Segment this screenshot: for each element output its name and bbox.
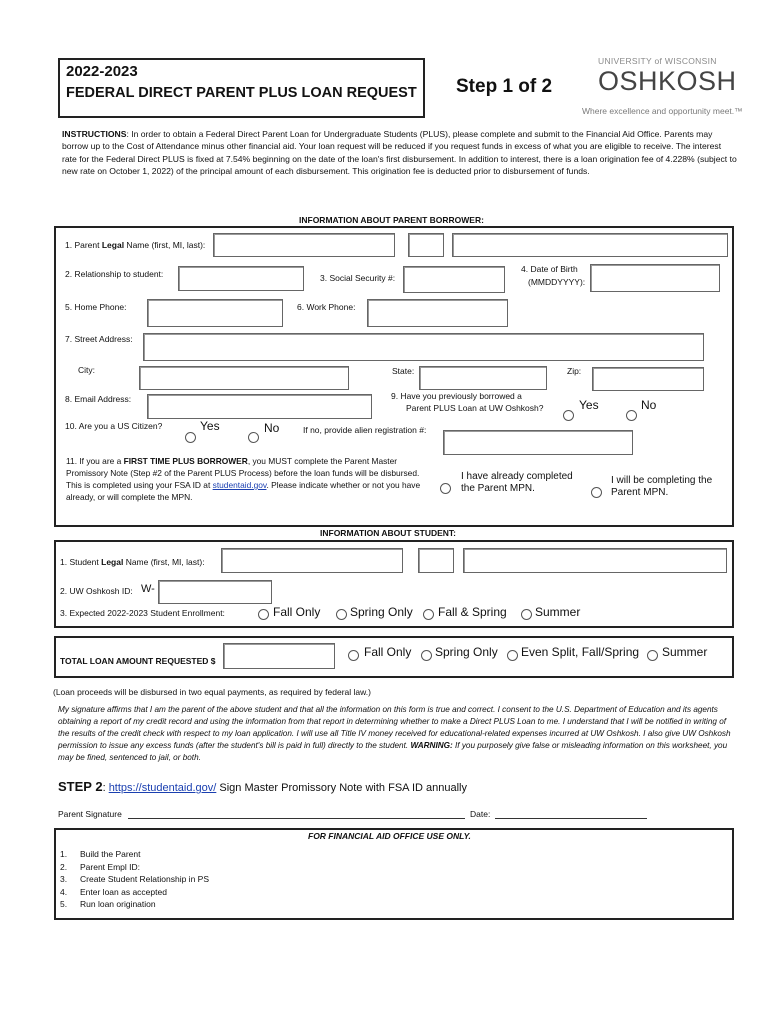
dob-label-1: 4. Date of Birth [521,264,578,274]
date-label: Date: [470,809,491,819]
student-id-prefix: W- [141,583,155,595]
total-even-split-radio[interactable] [507,650,518,661]
office-item-5: 5. Run loan origination [60,899,156,910]
instructions-text: : In order to obtain a Federal Direct Parent Loan for Undergraduate Students (PLUS), please complete and submit to the Financial Aid Office. Parents may borrow up to the Cost of Attendance minus other financial aid. Your loan request will be reduced if you request funds in excess of what you are eligible to receive. The interest rate for the Federal Direct PLUS is fixed at 7.54% beginning on the date of the loan's first disbursement. In addition to interest, there is a loan origination fee of 4.228% (subject to new rate on October 1, 2022) of the principal amount of each disbursement. This origination fee is deducted prior to disbursement of funds. [62,129,737,177]
instructions-label: INSTRUCTIONS [62,129,127,139]
enrollment-label: 3. Expected 2022-2023 Student Enrollment: [60,608,225,618]
prev-loan-label-1: 9. Have you previously borrowed a [391,391,522,401]
alien-input[interactable] [443,430,633,455]
citizen-yes-label: Yes [200,419,220,433]
studentaid-link[interactable]: studentaid.gov [212,480,267,490]
studentaid-gov-link[interactable]: https://studentaid.gov/ [108,782,217,794]
prev-loan-no-label: No [641,398,657,412]
parent-section-heading: INFORMATION ABOUT PARENT BORROWER: [299,215,484,225]
enroll-fall-spring-label: Fall & Spring [438,605,507,619]
total-even-split-label: Even Split, Fall/Spring [521,645,640,659]
dob-input[interactable] [590,264,720,292]
logo-top-text: UNIVERSITY of WISCONSIN [598,56,717,66]
parent-name-label: 1. Parent Legal Name (first, MI, last): [65,240,206,250]
first-time-borrower-text: 11. If you are a FIRST TIME PLUS BORROWER, you MUST complete the Parent Master Promissory Note (Step #2 of the Parent PLUS Process) before the loan funds will be disbursed. This is completed using your FSA ID at studentaid.gov. Please indicate whether or not you have already, or will complete the MPN. [66,456,421,502]
mpn-completed-radio[interactable] [440,483,451,494]
email-label: 8. Email Address: [65,394,132,404]
prev-loan-no-radio[interactable] [626,410,637,421]
logo-tagline: Where excellence and opportunity meet.™ [582,106,743,116]
total-spring-label: Spring Only [435,645,498,659]
form-year: 2022-2023 [66,63,138,80]
enroll-summer-radio[interactable] [521,609,532,620]
enroll-fall-radio[interactable] [258,609,269,620]
student-name-last[interactable] [463,548,727,573]
email-input[interactable] [147,394,372,419]
office-item-3: 3. Create Student Relationship in PS [60,874,209,885]
citizen-no-radio[interactable] [248,432,259,443]
zip-input[interactable] [592,367,704,391]
student-name-label: 1. Student Legal Name (first, MI, last): [60,557,205,567]
enroll-spring-label: Spring Only [350,605,413,619]
parent-name-mi[interactable] [408,233,444,257]
enroll-fall-label: Fall Only [273,605,321,619]
relationship-input[interactable] [178,266,304,291]
total-summer-label: Summer [662,645,708,659]
student-name-mi[interactable] [418,548,454,573]
total-fall-label: Fall Only [364,645,412,659]
mpn-will-complete-radio[interactable] [591,487,602,498]
citizen-label: 10. Are you a US Citizen? [65,421,163,431]
total-spring-radio[interactable] [421,650,432,661]
form-title: FEDERAL DIRECT PARENT PLUS LOAN REQUEST [66,85,417,101]
prev-loan-yes-label: Yes [579,398,599,412]
parent-signature-line[interactable] [128,818,465,819]
signature-affirmation: My signature affirms that I am the parent of the above student and that all the information on this form is true and correct. I consent to the U.S. Department of Education and its agents obtaining a report of my credit record and using the information from that report in determining whether to make a Direct PLUS Loan to me. I understand that I will be notified in writing of the results of the credit check with respect to my loan application. I will use all Title IV money received for educational-related expenses incurred at UW Oshkosh. I also give UW Oshkosh permission to issue any excess funds (after the student's bill is paid in full) directly to the student. WARNING: If you purposely give false or misleading information on this worksheet, you may be fined, sentenced to jail, or both. [58,705,731,763]
street-label: 7. Street Address: [65,334,133,344]
step-label: Step 1 of 2 [456,76,553,97]
dob-label-2: (MMDDYYYY): [528,277,586,287]
office-item-4: 4. Enter loan as accepted [60,886,167,897]
street-input[interactable] [143,333,704,361]
ssn-label: 3. Social Security #: [320,273,396,283]
citizen-yes-radio[interactable] [185,432,196,443]
alien-label: If no, provide alien registration #: [303,425,427,435]
disbursement-note: (Loan proceeds will be disbursed in two equal payments, as required by federal law.) [53,687,371,697]
office-use-heading: FOR FINANCIAL AID OFFICE USE ONLY. [308,831,471,841]
parent-name-first[interactable] [213,233,395,257]
work-phone-input[interactable] [367,299,508,327]
student-id-input[interactable] [158,580,272,604]
step-2-line: STEP 2: https://studentaid.gov/ Sign Master Promissory Note with FSA ID annually [58,779,467,794]
home-phone-label: 5. Home Phone: [65,302,127,312]
work-phone-label: 6. Work Phone: [297,302,356,312]
logo-main-text: OSHKOSH [598,66,737,96]
office-item-1: 1. Build the Parent [60,849,141,859]
office-use-list [60,848,209,911]
prev-loan-label-2: Parent PLUS Loan at UW Oshkosh? [406,403,544,413]
city-input[interactable] [139,366,349,390]
student-section-heading: INFORMATION ABOUT STUDENT: [320,528,456,538]
student-id-label: 2. UW Oshkosh ID: [60,586,133,596]
state-input[interactable] [419,366,547,390]
date-line[interactable] [495,818,647,819]
total-fall-radio[interactable] [348,650,359,661]
enroll-spring-radio[interactable] [336,609,347,620]
mpn-completed-label: I have already completed the Parent MPN. [461,471,573,494]
instructions [62,128,738,178]
university-logo [580,56,743,118]
mpn-will-complete-label: I will be completing the Parent MPN. [611,475,713,498]
office-item-2: 2. Parent Empl ID: [60,861,140,872]
parent-signature-label: Parent Signature [58,809,122,819]
relationship-label: 2. Relationship to student: [65,269,164,279]
student-name-first[interactable] [221,548,403,573]
step-2-label: STEP 2 [58,779,103,794]
citizen-no-label: No [264,421,280,435]
state-label: State: [392,366,415,376]
total-summer-radio[interactable] [647,650,658,661]
home-phone-input[interactable] [147,299,283,327]
total-loan-label: TOTAL LOAN AMOUNT REQUESTED $ [60,656,216,666]
zip-label: Zip: [567,366,582,376]
city-label: City: [78,365,95,375]
enroll-summer-label: Summer [535,605,581,619]
ssn-input[interactable] [403,266,505,293]
total-loan-input[interactable] [223,643,335,669]
enroll-fall-spring-radio[interactable] [423,609,434,620]
prev-loan-yes-radio[interactable] [563,410,574,421]
parent-name-last[interactable] [452,233,728,257]
